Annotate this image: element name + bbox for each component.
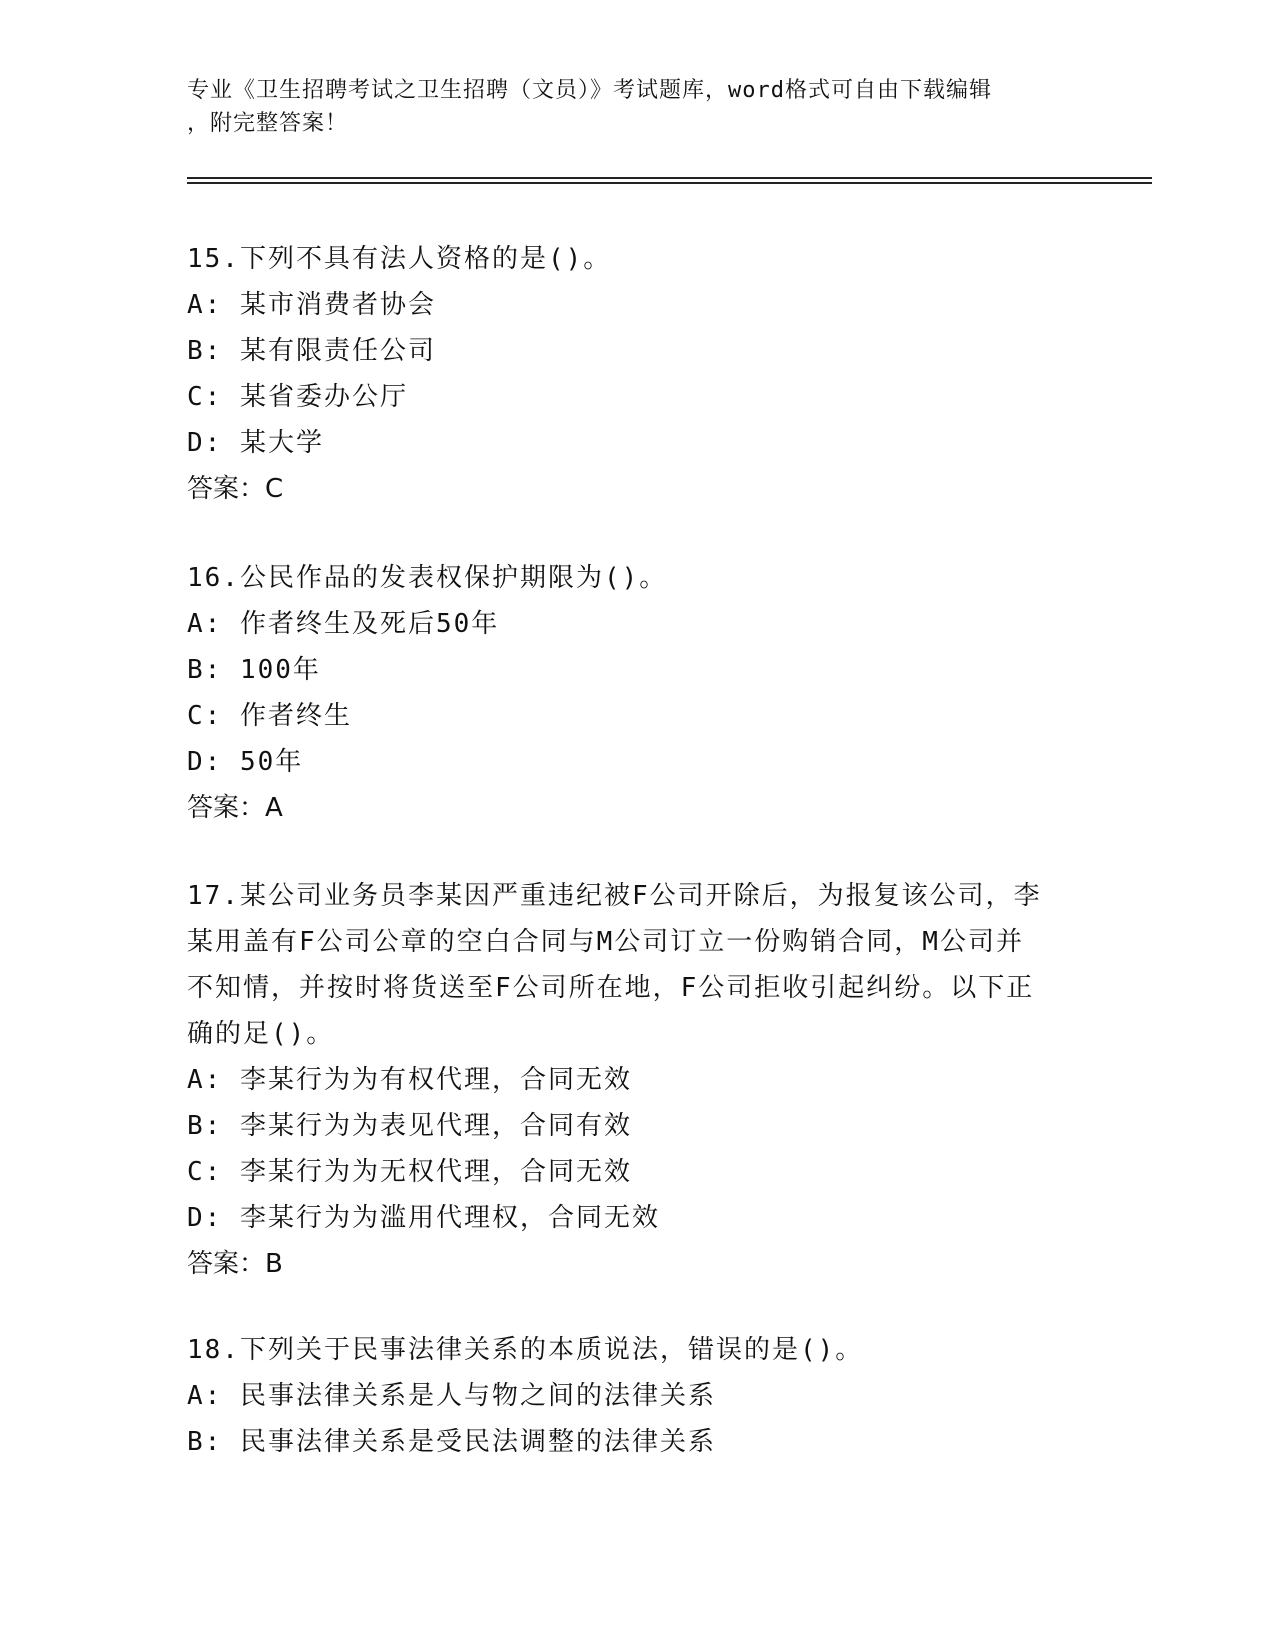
question-18	[187, 1327, 1087, 1465]
document-header	[187, 74, 1087, 140]
answer: 答案：C	[187, 474, 284, 504]
question-stem-line-3: 不知情，并按时将货送至F公司所在地，F公司拒收引起纠纷。以下正	[187, 973, 1035, 1003]
option-d: D: 某大学	[187, 428, 324, 458]
question-15	[187, 236, 1087, 512]
option-d: D: 50年	[187, 747, 304, 777]
option-c: C: 某省委办公厅	[187, 382, 408, 412]
question-16	[187, 555, 1087, 831]
header-divider-bottom	[187, 182, 1152, 184]
answer: 答案：A	[187, 793, 283, 823]
question-stem: 18.下列关于民事法律关系的本质说法，错误的是()。	[187, 1335, 864, 1365]
header-line-2: ，附完整答案！	[187, 111, 349, 136]
option-c: C: 作者终生	[187, 701, 352, 731]
option-a: A: 李某行为为有权代理，合同无效	[187, 1065, 632, 1095]
option-b: B: 100年	[187, 655, 321, 685]
question-17	[187, 873, 1087, 1287]
option-d: D: 李某行为为滥用代理权，合同无效	[187, 1203, 660, 1233]
option-b: B: 李某行为为表见代理，合同有效	[187, 1111, 632, 1141]
option-c: C: 李某行为为无权代理，合同无效	[187, 1157, 632, 1187]
answer: 答案：B	[187, 1249, 283, 1279]
option-a: A: 民事法律关系是人与物之间的法律关系	[187, 1381, 716, 1411]
header-divider-top	[187, 177, 1152, 179]
question-stem-line-2: 某用盖有F公司公章的空白合同与M公司订立一份购销合同，M公司并	[187, 927, 1024, 957]
option-b: B: 某有限责任公司	[187, 336, 436, 366]
option-a: A: 作者终生及死后50年	[187, 609, 500, 639]
header-line-1: 专业《卫生招聘考试之卫生招聘（文员）》考试题库，word格式可自由下载编辑	[187, 78, 992, 103]
option-a: A: 某市消费者协会	[187, 290, 436, 320]
question-stem: 15.下列不具有法人资格的是()。	[187, 244, 612, 274]
option-b: B: 民事法律关系是受民法调整的法律关系	[187, 1427, 716, 1457]
question-stem-line-1: 17.某公司业务员李某因严重违纪被F公司开除后，为报复该公司，李	[187, 881, 1042, 911]
question-stem-line-4: 确的足()。	[187, 1019, 335, 1049]
question-stem: 16.公民作品的发表权保护期限为()。	[187, 563, 668, 593]
